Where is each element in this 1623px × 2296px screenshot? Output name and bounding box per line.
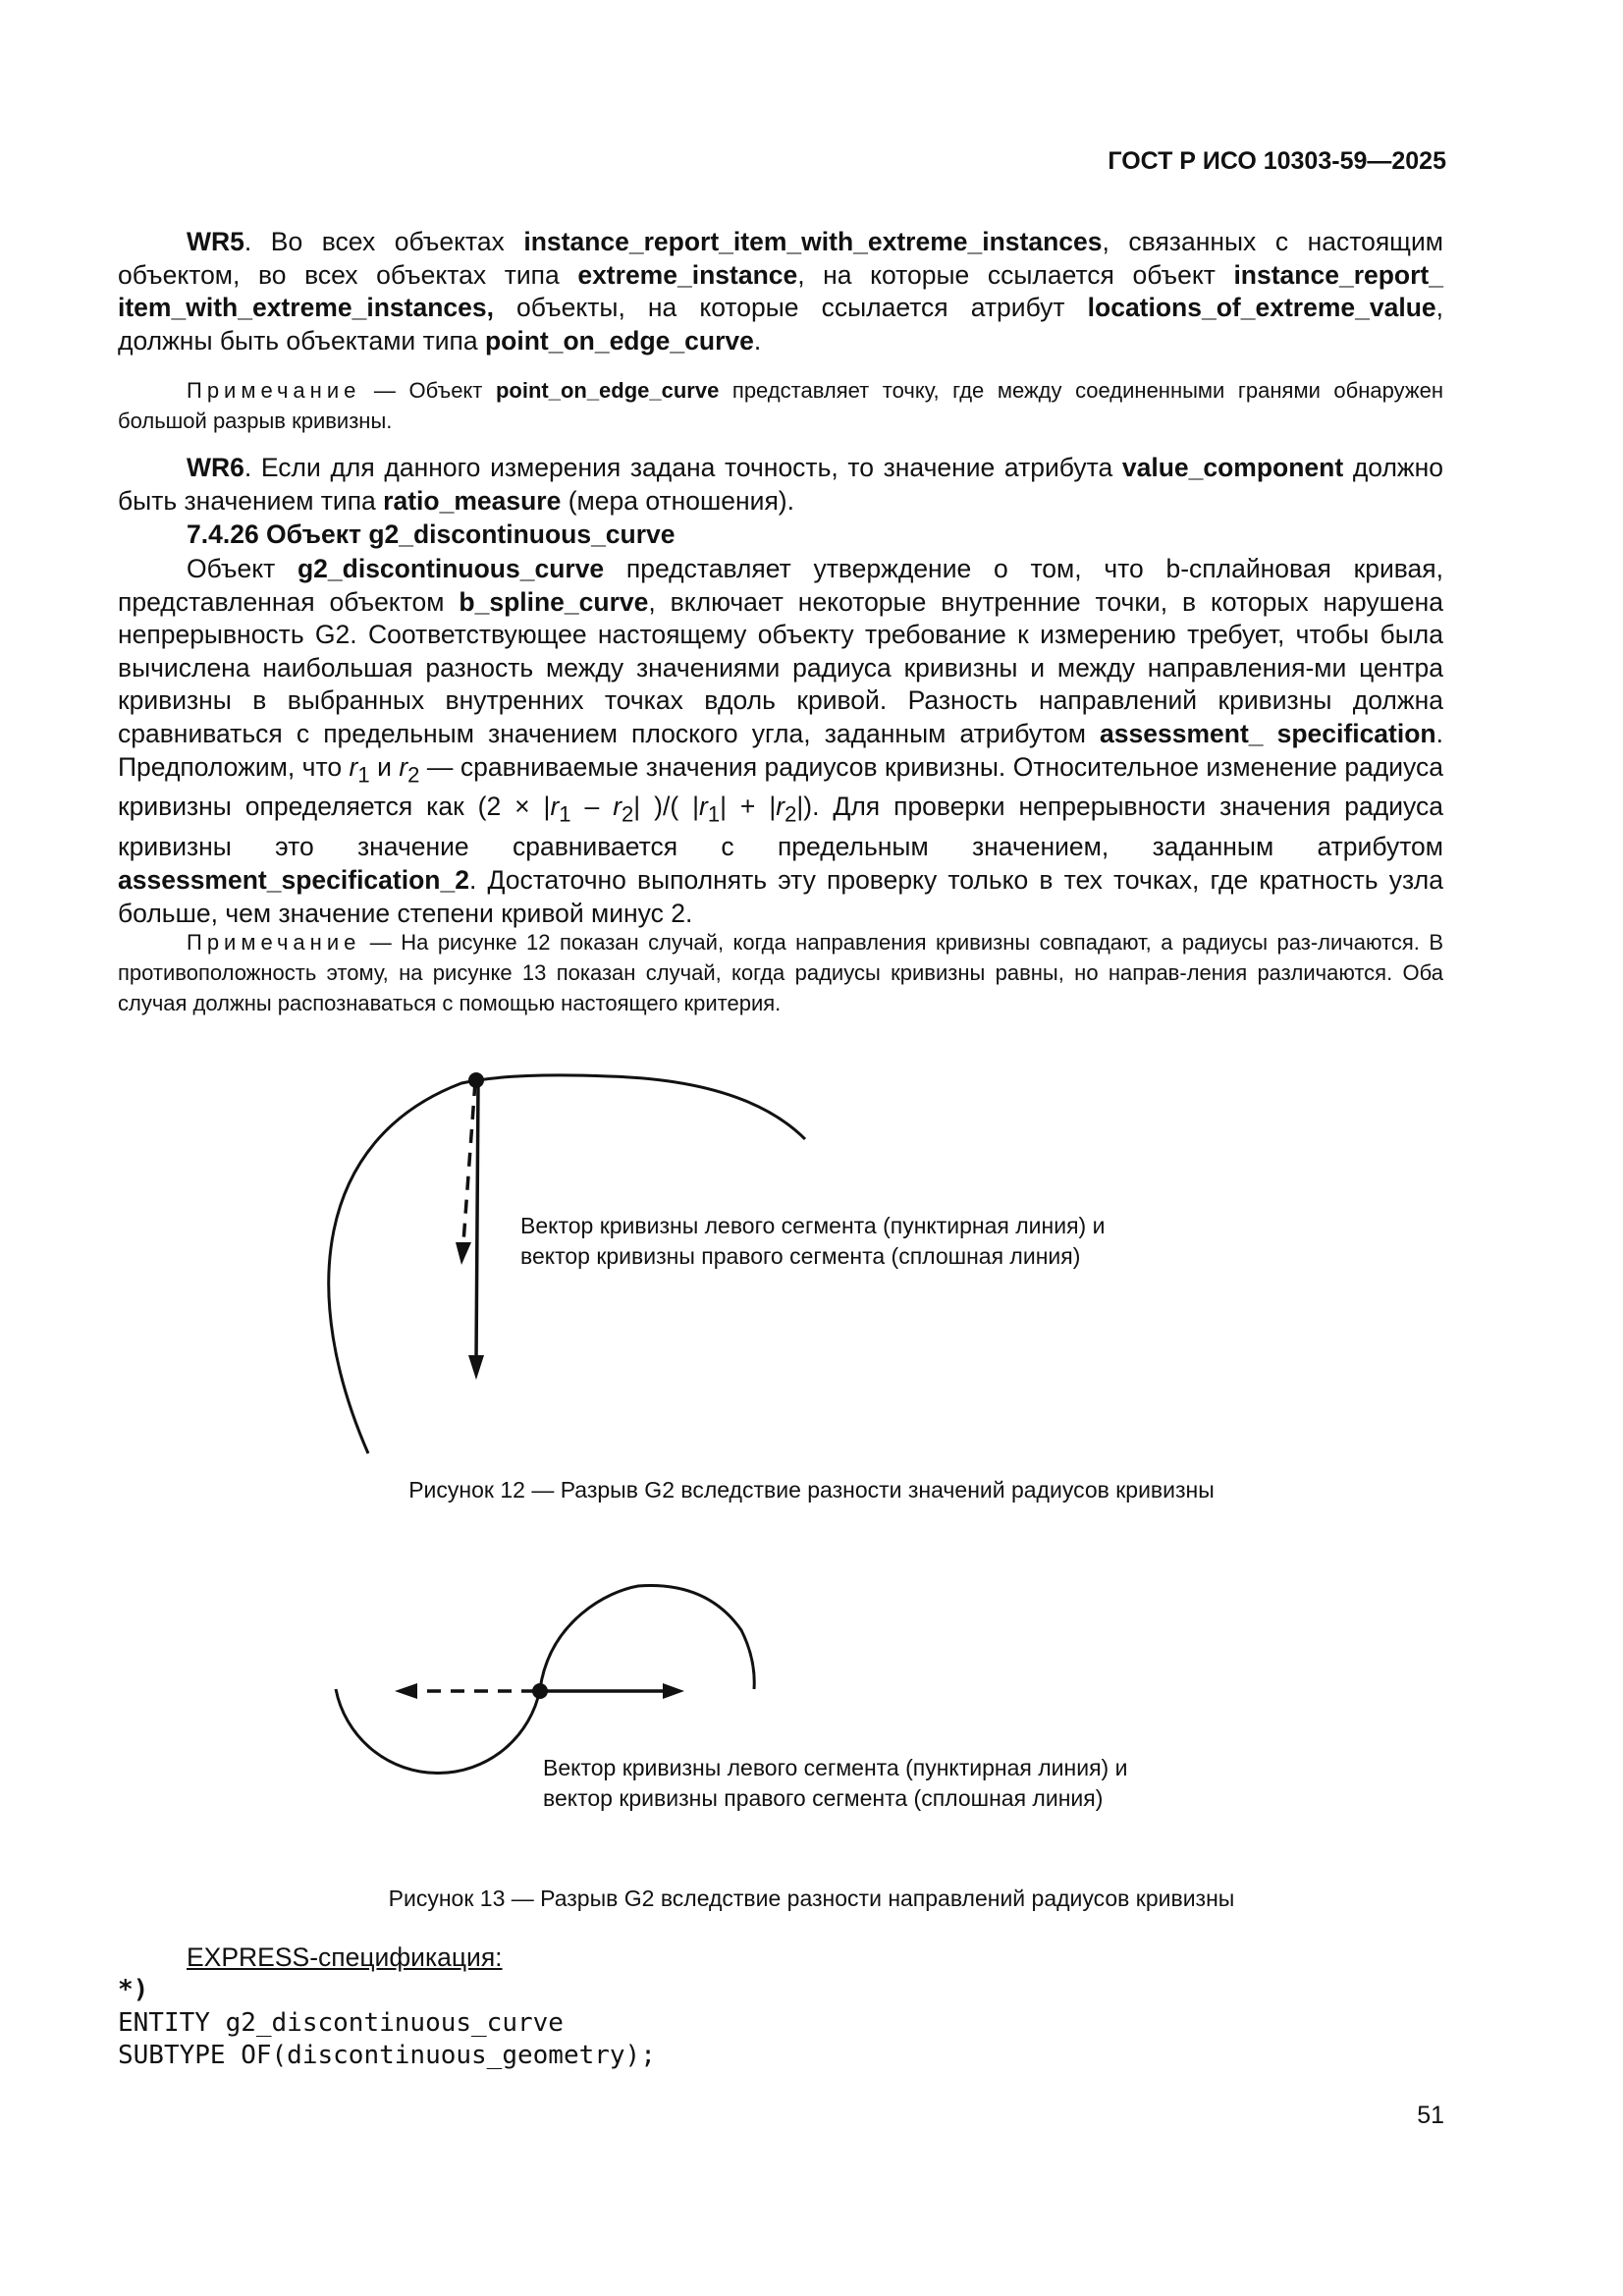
code-line: *) bbox=[118, 1975, 149, 2004]
rule-label: WR5 bbox=[187, 227, 244, 256]
note-1: Примечание — Объект point_on_edge_curve представляет точку, где между соединенными гранями обнаружен большой разрыв кривизны. bbox=[118, 378, 1443, 433]
curvature-vector-left-dashed bbox=[463, 1082, 475, 1242]
code-line: SUBTYPE OF(discontinuous_geometry); bbox=[118, 2041, 656, 2070]
junction-point bbox=[532, 1683, 548, 1699]
note-label: Примечание bbox=[187, 930, 361, 955]
note-label: Примечание bbox=[187, 378, 361, 403]
rule-label: WR6 bbox=[187, 453, 244, 482]
arrowhead-right bbox=[468, 1355, 484, 1380]
figure-13-label: Вектор кривизны левого сегмента (пунктирная линия) и вектор кривизны правого сегмента (сплошная линия) bbox=[543, 1755, 1128, 1811]
code-line: ENTITY g2_discontinuous_curve bbox=[118, 2008, 564, 2038]
document-header: ГОСТ Р ИСО 10303-59—2025 bbox=[1108, 147, 1446, 175]
section-heading: 7.4.26 Объект g2_discontinuous_curve bbox=[187, 519, 676, 549]
left-semicircle bbox=[336, 1689, 540, 1774]
page-number: 51 bbox=[1417, 2102, 1444, 2129]
figure-12-caption: Рисунок 12 — Разрыв G2 вследствие разности значений радиусов кривизны bbox=[408, 1477, 1215, 1503]
arrowhead-left bbox=[395, 1683, 417, 1699]
body-paragraph: Объект g2_discontinuous_curve представляет утверждение о том, что b-сплайновая кривая, представленная объектом b_spline_curve, включает некоторые внутренние точки, в которых нарушена непрерывность G2. Соответствующее настоящему объекту требование к измерению требует, чтобы была вычислена наибольшая разность между значениями радиуса кривизны и между направления-ми центра кривизны в выбранных внутренних точках вдоль кривой. Разность направлений кривизны должна сравниваться с предельным значением плоского угла, заданным атрибутом assessment_ specification. Предположим, что $r_1$ и $r_2$ — сравниваемые значения радиусов кривизны. Относительное изменение радиуса кривизны определяется как ($2 \times |r_1 - r_2|$ )/( $|r_1| + |r_2|$). Для проверки непрерывности значения радиуса кривизны это значение сравнивается с предельным значением, заданным атрибутом assessment_specification_2. Достаточно выполнять эту проверку только в тех точках, где кратность узла больше, чем значение степени кривой минус 2. bbox=[118, 554, 1443, 928]
note-2: Примечание — На рисунке 12 показан случай, когда направления кривизны совпадают, а радиусы раз-личаются. В противоположность этому, на рисунке 13 показан случай, когда радиусы кривизны равны, но направ-ления различаются. Оба случая должны распознаваться с помощью настоящего критерия. bbox=[118, 930, 1443, 1015]
right-semicircle bbox=[540, 1586, 754, 1689]
arrowhead-left bbox=[456, 1242, 471, 1265]
express-spec-label: EXPRESS-спецификация: bbox=[187, 1942, 503, 1972]
rule-wr5: WR5. Во всех объектах instance_report_item_with_extreme_instances, связанных с настоящим объектом, во всех объектах типа extreme_instance, на которые ссылается объект instance_report_ item_with_extreme_instances, объекты, на которые ссылается атрибут locations_of_extreme_value, должны быть объектами типа point_on_edge_curve. bbox=[118, 227, 1443, 355]
rule-wr6: WR6. Если для данного измерения задана точность, то значение атрибута value_component должно быть значением типа ratio_measure (мера отношения). bbox=[118, 453, 1444, 516]
figure-12-label: Вектор кривизны левого сегмента (пунктирная линия) и вектор кривизны правого сегмента (сплошная линия) bbox=[520, 1213, 1106, 1269]
junction-point bbox=[468, 1072, 484, 1088]
figure-13-caption: Рисунок 13 — Разрыв G2 вследствие разности направлений радиусов кривизны bbox=[388, 1886, 1235, 1911]
arrowhead-right bbox=[663, 1683, 684, 1699]
curvature-vector-right-solid bbox=[476, 1082, 478, 1360]
